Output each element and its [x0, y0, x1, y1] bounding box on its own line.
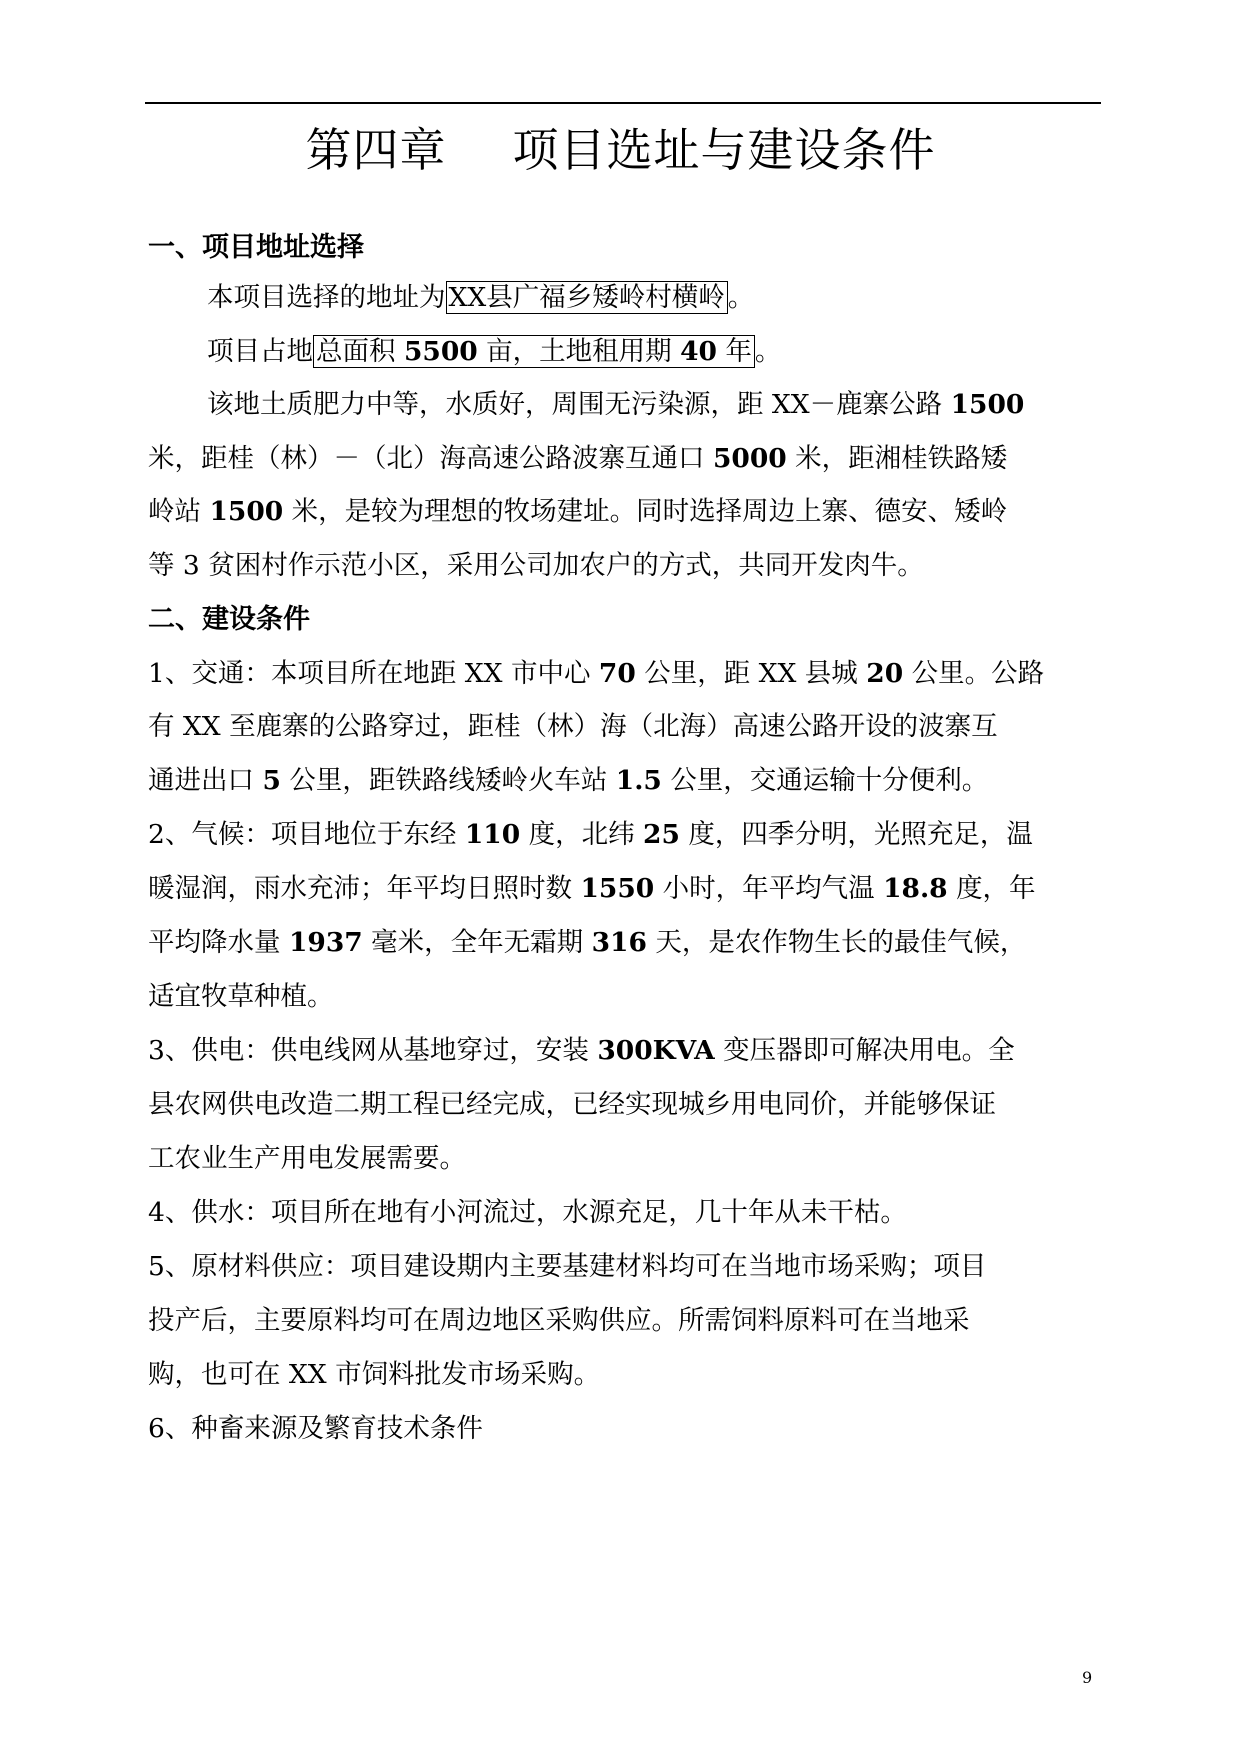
materials-line-3: 购，也可在 XX 市饲料批发市场采购。	[148, 1359, 601, 1390]
traffic-line-2: 有 XX 至鹿寨的公路穿过，距桂（林）海（北海）高速公路开设的波寨互	[148, 711, 998, 742]
page-number: 9	[1082, 1668, 1093, 1687]
water-line: 4、供水：项目所在地有小河流过，水源充足，几十年从未干枯。	[148, 1197, 907, 1228]
power-line-2: 县农网供电改造二期工程已经完成，已经实现城乡用电同价，并能够保证	[148, 1089, 996, 1120]
site-description-line-1: 该地土质肥力中等，水质好，周围无污染源，距 XX－鹿寨公路 1500	[207, 389, 1025, 420]
site-description-line-2: 米，距桂（林）－（北）海高速公路波寨互通口 5000 米，距湘桂铁路矮	[148, 443, 1008, 474]
area-paragraph: 项目占地 总面积 5500 亩，土地租用期 40 年 。	[207, 336, 782, 367]
address-paragraph: 本项目选择的地址为 XX县广福乡矮岭村横岭 。	[207, 282, 755, 313]
site-description-line-3: 岭站 1500 米，是较为理想的牧场建址。同时选择周边上寨、德安、矮岭	[148, 496, 1008, 527]
climate-line-3: 平均降水量 1937 毫米，全年无霜期 316 天，是农作物生长的最佳气候，	[148, 927, 1027, 958]
materials-line-2: 投产后，主要原料均可在周边地区采购供应。所需饲料原料可在当地采	[148, 1305, 970, 1336]
power-line-3: 工农业生产用电发展需要。	[148, 1143, 466, 1174]
section1-heading: 一、项目地址选择	[148, 232, 364, 263]
traffic-line-3: 通进出口 5 公里，距铁路线矮岭火车站 1.5 公里，交通运输十分便利。	[148, 765, 989, 796]
header-rule	[145, 102, 1101, 104]
area-box: 总面积 5500 亩，土地租用期 40 年	[313, 335, 755, 368]
chapter-number: 第四章	[305, 123, 447, 177]
materials-line-1: 5、原材料供应：项目建设期内主要基建材料均可在当地市场采购；项目	[148, 1251, 987, 1282]
climate-line-1: 2、气候：项目地位于东经 110 度，北纬 25 度，四季分明，光照充足，温	[148, 819, 1033, 850]
address-box: XX县广福乡矮岭村横岭	[446, 281, 728, 314]
climate-line-2: 暖湿润，雨水充沛；年平均日照时数 1550 小时，年平均气温 18.8 度，年	[148, 873, 1036, 904]
climate-line-4: 适宜牧草种植。	[148, 981, 334, 1012]
section2-heading: 二、建设条件	[148, 604, 310, 635]
chapter-title-text: 项目选址与建设条件	[512, 123, 936, 177]
chapter-title	[0, 118, 1241, 182]
traffic-line-1: 1、交通：本项目所在地距 XX 市中心 70 公里，距 XX 县城 20 公里。公路	[148, 658, 1045, 689]
site-description-line-4: 等 3 贫困村作示范小区，采用公司加农户的方式，共同开发肉牛。	[148, 550, 924, 581]
breeding-line: 6、种畜来源及繁育技术条件	[148, 1413, 483, 1444]
power-line-1: 3、供电：供电线网从基地穿过，安装 300KVA 变压器即可解决用电。全	[148, 1035, 1015, 1066]
